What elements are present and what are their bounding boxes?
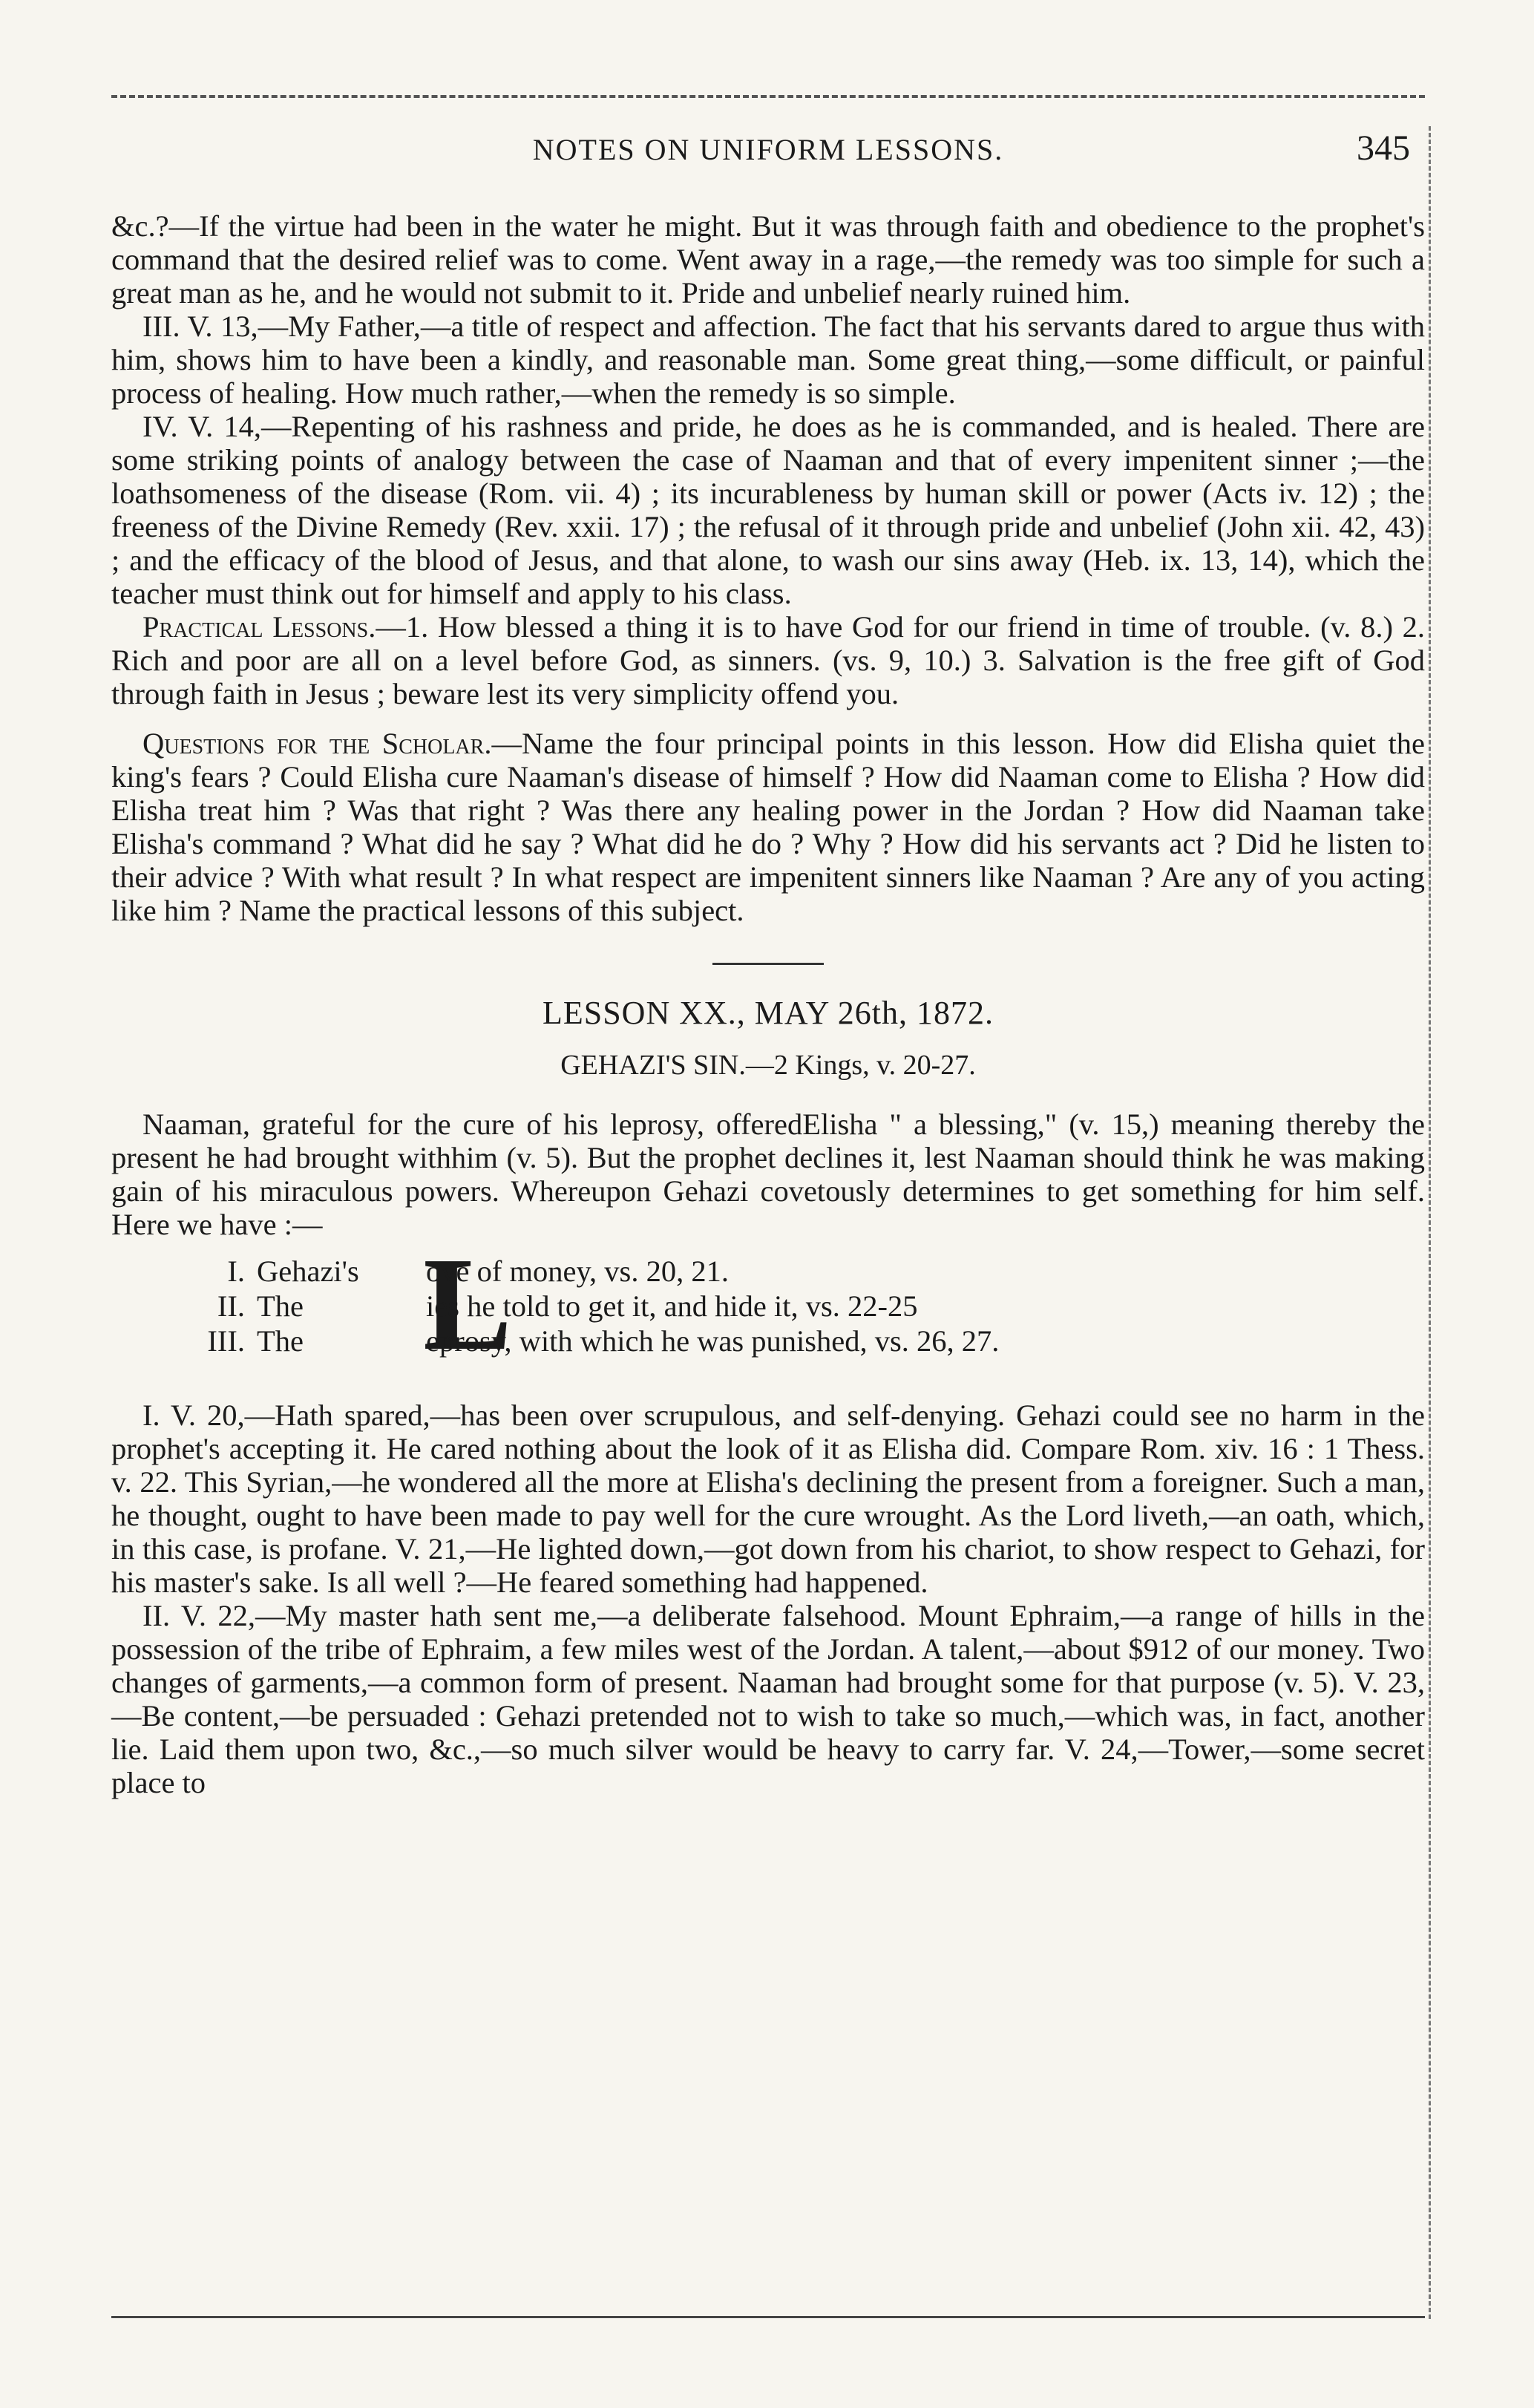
page-header [111, 128, 1425, 177]
outline-item [171, 1254, 729, 1288]
outline-number: III. [207, 1324, 245, 1358]
practical-lessons-label: Practical Lessons. [142, 610, 376, 644]
practical-lessons [111, 610, 1425, 710]
paragraph: &c.?—If the virtue had been in the water he might. But it was through faith and obedience to the prophet's command that the desired relief was to come. Went away in a rage,—the remedy was too simple for such a great man as he, and he would not submit to it. Pride and unbelief nearly ruined him. [111, 209, 1425, 310]
outline-text: eprosy, with which he was punished, vs. 26, 27. [426, 1324, 1000, 1358]
questions-text: —Name the four principal points in this lesson. How did Elisha quiet the king's fears ? Could Elisha cure Naaman's disease of himself ? How did Naaman come to Elisha ? How did Elisha treat him ? Was that right ? Was there any healing power in the Jordan ? How did Naaman take Elisha's command ? What did he say ? What did he do ? Why ? How did his servants act ? Did he listen to their advice ? With what result ? In what respect are impenitent sinners like Naaman ? Are any of you acting like him ? Name the practical lessons of this subject. [111, 727, 1425, 927]
outline-text: ove of money, vs. 20, 21. [426, 1254, 729, 1288]
questions-label: Questions for the Scholar. [142, 727, 492, 760]
running-title: NOTES ON UNIFORM LESSONS. [532, 133, 1004, 166]
paragraph: I. V. 20,—Hath spared,—has been over scrupulous, and self-denying. Gehazi could see no harm in the prophet's accepting it. He cared nothing about the look of it as Elisha did. Compare Rom. xiv. 16 : 1 Thess. v. 22. This Syrian,—he wondered all the more at Elisha's declining the present from a foreigner. Such a man, he thought, ought to have been made to pay well for the cure wrought. As the Lord liveth,—an oath, which, in this case, is profane. V. 21,—He lighted down,—got down from his chariot, to show respect to Gehazi, for his master's sake. Is all well ?—He feared something had happened. [111, 1398, 1425, 1599]
bottom-rule [111, 2316, 1425, 2318]
practical-lessons-text: —1. How blessed a thing it is to have God for our friend in time of trouble. (v. 8.) 2. Rich and poor are all on a level before God, as sinners. (vs. 9, 10.) 3. Salvation is the free gift of God through faith in Jesus ; beware lest its very simplicity offend you. [111, 610, 1425, 710]
outline-text: ies he told to get it, and hide it, vs. 22-25 [426, 1289, 918, 1323]
outline-prefix: The [257, 1324, 304, 1358]
right-margin-rule [1429, 126, 1431, 2319]
paragraph: II. V. 22,—My master hath sent me,—a deliberate falsehood. Mount Ephraim,—a range of hills in the possession of the tribe of Ephraim, a few miles west of the Jordan. A talent,—about $912 of our money. Two changes of garments,—a common form of present. Naaman had brought some for that purpose (v. 5). V. 23,—Be content,—be persuaded : Gehazi pretended not to wish to take so much,—which was, in fact, another lie. Laid them upon two, &c.,—so much silver would be heavy to carry far. V. 24,—Tower,—some secret place to [111, 1599, 1425, 1799]
top-rule [111, 95, 1425, 98]
lesson-subheading: GEHAZI'S SIN.—2 Kings, v. 20-27. [560, 1050, 976, 1081]
lesson-heading: LESSON XX., MAY 26th, 1872. [542, 995, 994, 1031]
outline-number: I. [227, 1254, 245, 1288]
questions-for-scholar [111, 727, 1425, 927]
book-page [111, 0, 1425, 2408]
page-body [111, 209, 1425, 1799]
paragraph: IV. V. 14,—Repenting of his rashness and pride, he does as he is commanded, and is healed. There are some striking points of analogy between the case of Naaman and that of every impenitent sinner ;—the loathsomeness of the disease (Rom. vii. 4) ; its incurableness by human skill or power (Acts iv. 12) ; the freeness of the Divine Remedy (Rev. xxii. 17) ; the refusal of it through pride and unbelief (John xii. 42, 43) ; and the efficacy of the blood of Jesus, and that alone, to wash our sins away (Heb. ix. 13, 14), which the teacher must think out for himself and apply to his class. [111, 410, 1425, 610]
outline-prefix: The [257, 1289, 304, 1323]
outline-prefix: Gehazi's [257, 1254, 359, 1288]
lesson-outline [111, 1230, 1425, 1378]
outline-item [171, 1324, 999, 1358]
page-number: 345 [1357, 128, 1410, 168]
drop-cap-letter: L [423, 1230, 513, 1378]
lesson-intro: Naaman, grateful for the cure of his leprosy, offeredElisha " a blessing," (v. 15,) meaning thereby the present he had brought withhim (v. 5). But the prophet declines it, lest Naaman should think he was making gain of his miraculous powers. Whereupon Gehazi covetously determines to get something for him self. Here we have :— [111, 1108, 1425, 1241]
outline-item [171, 1289, 918, 1323]
outline-number: II. [217, 1289, 245, 1323]
section-divider [712, 963, 824, 965]
paragraph: III. V. 13,—My Father,—a title of respect and affection. The fact that his servants dared to argue thus with him, shows him to have been a kindly, and reasonable man. Some great thing,—some difficult, or painful process of healing. How much rather,—when the remedy is so simple. [111, 310, 1425, 410]
